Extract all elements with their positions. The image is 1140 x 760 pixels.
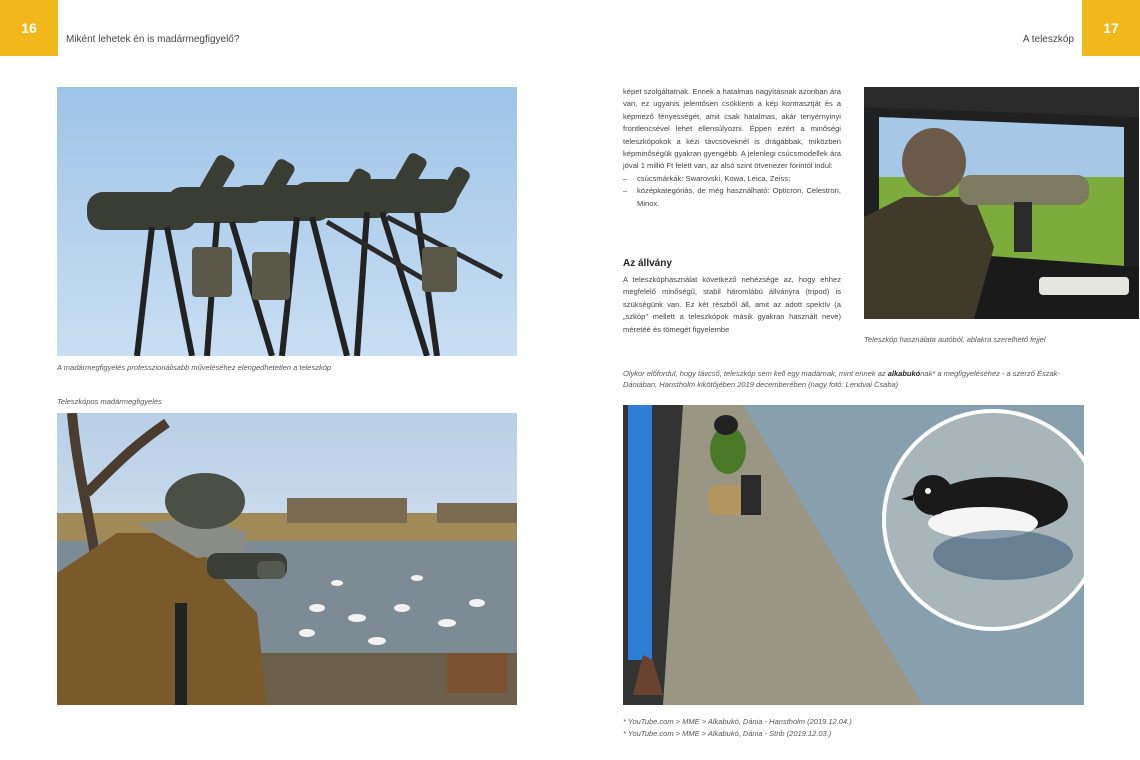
photo-auk-caption-bold: alkabukó — [887, 369, 921, 378]
running-header-right: A teleszkóp — [1022, 34, 1074, 45]
section-heading: Az állvány — [623, 258, 672, 269]
photo-birdwatcher-at-lake — [57, 413, 517, 705]
page-number-left-text: 16 — [21, 20, 37, 36]
photo-scope-car-caption: Teleszkóp használata autóból, ablakra szerelhető fejjel — [864, 335, 1046, 344]
article-body — [623, 86, 841, 210]
photo-harbour-birdwatcher — [623, 405, 1084, 705]
photo-telescopes-caption: A madármegfigyelés professzionálisabb műveléséhez elengedhetetlen a teleszkóp — [57, 363, 332, 372]
photo-auk-caption-suffix: nak* a megfigyeléséhez - a szerző Észak-Dániában, Hanstholm kikötőjében 2019 decemberében (nagy fotó: Lendvai Csaba) — [623, 369, 1060, 389]
photo-auk-caption — [623, 368, 1063, 390]
photo-auk-caption-prefix: Olykor előfordul, hogy távcső, teleszkóp sem kell egy madárnak, mint ennek az — [623, 369, 888, 378]
list-item: – középkategóriás, de még használható: Opticron, Celestron, Minox. — [623, 185, 841, 210]
photo-scope-from-car — [864, 87, 1139, 319]
section-body — [623, 274, 841, 336]
page-number-left — [0, 0, 58, 56]
footnote: * YouTube.com > MME > Alkabukó, Dánia - Hanstholm (2019.12.04.) — [623, 717, 852, 726]
page-number-right-text: 17 — [1103, 20, 1119, 36]
photo-telescopes-on-tripods — [57, 87, 517, 356]
brand-list — [623, 173, 841, 210]
running-header-left: Miként lehetek én is madármegfigyelő? — [66, 34, 240, 45]
list-item: – csúcsmárkák: Swarovski, Kowa, Leica, Zeiss; — [623, 173, 841, 185]
intro-paragraph: képet szolgáltatnak. Ennek a hatalmas nagyításnak azonban ára van, ez ugyanis jelentősen csökkenti a kép kontrasztját és a képmező fényességét, amit csak hatalmas, akár tenyérnyi​nyi frontlencsével lehet ellensúlyozni. Éppen ezért a minőségi teleszkópokok a kézi távcsöveknél is drágábbak, miközben képminőségük gyakran gyengébb. A jelenlegi csúcsmodellek ára jóval 1 millió Ft felett van, az alsó szint ötvenezer forintól indul: — [623, 87, 841, 171]
page-number-right — [1082, 0, 1140, 56]
footnote: * YouTube.com > MME > Alkabukó, Dánia - Strib (2019.12.03.) — [623, 729, 832, 738]
photo-birdwatching-caption: Teleszkópos madármegfigyelés — [57, 397, 162, 406]
section-paragraph: A teleszkóphasználat következő nehézsége az, hogy ehhez megfelelő minőségű, stabil háromlábú állványra (tripod) is szükségünk van. Ez két részből áll, amit az adott spektív (a „szkóp" mellett a teleszkópok másik gyakran használt neve) méretéé és tömegét figyelembe — [623, 275, 841, 334]
